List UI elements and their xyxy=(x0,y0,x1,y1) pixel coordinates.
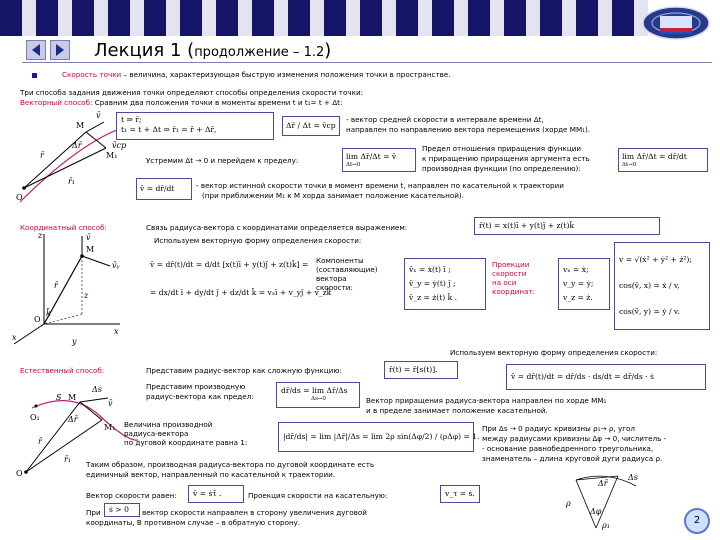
stripe-cell xyxy=(252,0,274,36)
magnitude-desc: Величина производной радиуса-вектора по дуговой координате равна 1: xyxy=(124,420,248,447)
derivative-definition-formula: lim Δr̄/Δt = dr̄/dt Δt→0 xyxy=(618,148,708,172)
svg-text:k̄: k̄ xyxy=(46,309,51,318)
stripe-cell xyxy=(562,0,576,36)
stripe-cell xyxy=(504,0,526,36)
limit-intro-text: Устремим Δt → 0 и перейдем к пределу: xyxy=(146,156,299,165)
avg-velocity-desc-1: - вектор средней скорости в интервале времени Δt, xyxy=(346,115,544,124)
stripe-cell xyxy=(144,0,166,36)
stripe-cell xyxy=(72,0,94,36)
direction-desc-2: и в пределе занимает положение касательной. xyxy=(366,406,548,415)
svg-text:O: O xyxy=(16,193,23,202)
svg-text:x: x xyxy=(12,333,17,342)
stripe-cell xyxy=(432,0,454,36)
limit-desc-1: Предел отношения приращения функции xyxy=(422,144,582,153)
natural-velocity-formula: v̄ = dr̄(t)/dt = dr̄/ds · ds/dt = dr̄/ds · ṡ xyxy=(506,364,706,390)
stripe-cell xyxy=(454,0,468,36)
velocity-vector xyxy=(86,122,104,132)
bullet-icon xyxy=(32,73,37,78)
stripe-cell xyxy=(324,0,346,36)
stripe-cell xyxy=(0,0,22,36)
stripe-cell xyxy=(526,0,540,36)
curvature-diagram xyxy=(556,466,646,536)
stripe-cell xyxy=(238,0,252,36)
svg-text:r̄: r̄ xyxy=(38,437,42,446)
svg-text:ρ: ρ xyxy=(566,499,571,508)
stripe-cell xyxy=(22,0,36,36)
svg-text:v̄: v̄ xyxy=(96,111,101,120)
page-title: Лекция 1 (продолжение – 1.2) xyxy=(94,40,332,61)
projection-tangent-formula: v_τ = ṡ. xyxy=(440,485,480,503)
next-slide-button[interactable] xyxy=(50,40,70,60)
curvature-desc-3: - основание равнобедренного треугольника, xyxy=(482,444,654,453)
stripe-cell xyxy=(396,0,418,36)
svg-text:r̄: r̄ xyxy=(54,281,58,290)
condition-desc-2: координаты, В противном случае – в обратную сторону. xyxy=(86,518,301,527)
svg-text:v̄ср: v̄ср xyxy=(112,141,127,150)
curvature-desc-4: знаменатель – длина круговой дуги радиуса ρ. xyxy=(482,454,663,463)
svg-text:r̄₁: r̄₁ xyxy=(68,177,76,186)
svg-text:z: z xyxy=(38,231,43,240)
stripe-cell xyxy=(540,0,562,36)
stripe-cell xyxy=(598,0,612,36)
velocity-tangent-formula: v̄ = ṡτ̄ . xyxy=(188,485,244,503)
stripe-cell xyxy=(58,0,72,36)
svg-text:Δs: Δs xyxy=(92,385,102,394)
vector-way-label: Векторный способ: xyxy=(20,98,93,107)
svg-text:y: y xyxy=(72,337,77,346)
svg-text:v̄: v̄ xyxy=(86,233,91,242)
avg-velocity-desc-2: направлен по направлению вектора перемещения (хорде MM₁). xyxy=(346,125,591,134)
stripe-cell xyxy=(418,0,432,36)
svg-text:v̄ᵧ: v̄ᵧ xyxy=(112,261,120,270)
true-velocity-desc-1: - вектор истинной скорости точки в момент времени t, направлен по касательной к траектории xyxy=(196,181,564,190)
stripe-cell xyxy=(94,0,108,36)
svg-text:Δs: Δs xyxy=(628,473,638,482)
three-ways-text: Три способа задания движения точки определяют способы определения скорости точки: xyxy=(20,88,364,97)
stripe-cell xyxy=(490,0,504,36)
prev-slide-button[interactable] xyxy=(26,40,46,60)
average-velocity-formula: Δr̄ / Δt = v̄ср xyxy=(282,116,340,136)
true-velocity-formula: v̄ = dr̄/dt xyxy=(136,178,192,200)
svg-text:S: S xyxy=(56,393,62,402)
stripe-cell xyxy=(108,0,130,36)
deriv-intro-2: радиус-вектора как предел: xyxy=(146,392,254,401)
natural-use-def-text: Используем векторную форму определения скорости: xyxy=(450,348,658,357)
stripe-cell xyxy=(202,0,216,36)
unit-magnitude-formula: |dr̄/ds| = lim |Δr̄|/Δs = lim 2ρ sin(Δφ/2) / (ρΔφ) = 1. xyxy=(278,422,474,452)
svg-text:x: x xyxy=(114,327,119,336)
stripe-cell xyxy=(180,0,202,36)
curvature-desc-1: При Δs → 0 радиус кривизны ρ₁→ ρ, угол xyxy=(482,424,635,433)
coord-velocity-line1: v̄ = dr̄(t)/dt = d/dt [x(t)ī + y(t)j̄ + z(t)k̄] = xyxy=(150,260,309,269)
svg-text:M: M xyxy=(86,245,95,254)
direction-desc-1: Вектор приращения радиуса-вектора направлен по хорде MM₁ xyxy=(366,396,607,405)
definition-line xyxy=(62,70,451,79)
svg-text:Δr̄: Δr̄ xyxy=(68,415,78,424)
svg-text:v̄: v̄ xyxy=(108,399,113,408)
condition-formula: ṡ > 0 xyxy=(104,503,140,517)
title-underline xyxy=(22,62,712,63)
university-logo-icon xyxy=(640,2,712,42)
stripe-cell xyxy=(360,0,382,36)
limit-desc-3: производная функции (по определению): xyxy=(422,164,581,173)
delta-r-vector xyxy=(86,132,106,148)
deriv-intro-1: Представим производную xyxy=(146,382,246,391)
coord-relation-text: Связь радиуса-вектора с координатами определяется выражением: xyxy=(146,223,408,232)
svg-text:M: M xyxy=(68,393,77,402)
stripe-cell xyxy=(36,0,58,36)
limit-desc-2: к приращению приращения аргумента есть xyxy=(422,154,590,163)
stripe-cell xyxy=(576,0,598,36)
definition-term: Скорость точки xyxy=(62,70,122,79)
top-stripe-band xyxy=(0,0,720,36)
stripe-cell xyxy=(288,0,310,36)
radius-vector-coords-formula: r̄(t) = x(t)ī + y(t)j̄ + z(t)k̄ xyxy=(474,217,660,235)
stripe-cell xyxy=(166,0,180,36)
svg-text:M₁: M₁ xyxy=(104,423,116,432)
radius-vector-r1 xyxy=(24,148,106,188)
svg-text:r̄: r̄ xyxy=(40,151,44,160)
stripe-cell xyxy=(346,0,360,36)
svg-text:r̄₁: r̄₁ xyxy=(64,455,72,464)
velocity-projections-formula: vₓ = ẋ; v_y = ẏ; v_z = ż. xyxy=(558,258,610,310)
svg-text:ρ₁: ρ₁ xyxy=(602,521,610,530)
components-label: Компоненты (составляющие) вектора скорости: xyxy=(316,256,378,292)
true-velocity-desc-2: (при приближении M₁ к M хорда занимает положение касательной). xyxy=(202,191,465,200)
coord-way-label: Координатный способ: xyxy=(20,223,107,232)
stripe-cell xyxy=(612,0,634,36)
stripe-cell xyxy=(274,0,288,36)
definition-text: – величина, характеризующая быструю изменения положения точки в пространстве. xyxy=(121,70,451,79)
page-number-badge: 2 xyxy=(684,508,710,534)
stripe-cell xyxy=(468,0,490,36)
condition-line-1: При xyxy=(86,508,101,517)
composite-radius-formula: r̄(t) = r̄[s(t)]. xyxy=(384,361,458,379)
stripe-cell xyxy=(216,0,238,36)
projection-tangent-text: Проекция скорости на касательную: xyxy=(248,491,388,500)
coord-velocity-line2: = dx/dt ī + dy/dt j̄ + dz/dt k̄ = vₓī + v_yj̄ + v_zk̄ xyxy=(150,288,332,297)
velocity-magnitude-formula: v = √(ẋ² + ẏ² + ż²); cos(v̄, x) = ẋ / v, cos(v̄, y) = ẏ / v. xyxy=(614,242,710,330)
velocity-equal-text: Вектор скорости равен: xyxy=(86,491,177,500)
svg-text:Δr̄: Δr̄ xyxy=(598,479,608,488)
condition-desc-1: вектор скорости направлен в сторону увеличения дуговой xyxy=(142,508,367,517)
natural-intro-text: Представим радиус-вектор как сложную функцию: xyxy=(146,366,342,375)
svg-text:Δr̄: Δr̄ xyxy=(72,141,82,150)
vector-way-text: Сравним два положения точки в моменты времени t и t₁= t + Δt: xyxy=(92,98,343,107)
limit-formula: lim Δr̄/Δt = v̄ Δt→0 xyxy=(342,148,416,172)
stripe-cell xyxy=(310,0,324,36)
svg-text:O₁: O₁ xyxy=(30,413,40,422)
svg-text:M₁: M₁ xyxy=(106,151,118,160)
velocity-components-formula: v̄ₓ = ẋ(t) ī ; v̄_y = ẏ(t) j̄ ; v̄_z = ż(t) k̄ . xyxy=(404,258,486,310)
svg-text:M: M xyxy=(76,121,85,130)
time-positions-formula: t ⇒ r̄; t₁ = t + Δt ⇒ r̄₁ = r̄ + Δr̄, xyxy=(116,112,274,140)
stripe-cell xyxy=(130,0,144,36)
stripe-cell xyxy=(382,0,396,36)
unit-vector-desc-1: Таким образом, производная радиуса-вектора по дуговой координате есть xyxy=(86,460,375,469)
svg-text:O: O xyxy=(34,315,41,324)
coordinate-method-diagram xyxy=(10,228,140,348)
vector-way-line xyxy=(20,98,342,107)
projections-label: Проекции скорости на оси координат: xyxy=(492,260,536,296)
natural-way-label: Естественный способ: xyxy=(20,366,105,375)
coord-use-def-text: Используем векторную форму определения скорости: xyxy=(154,236,362,245)
svg-text:Δφ: Δφ xyxy=(590,507,602,516)
deriv-limit-formula: dr̄/ds = lim Δr̄/Δs Δs→0 xyxy=(276,382,360,408)
unit-vector-desc-2: единичный вектор, направленный по касательной к траектории. xyxy=(86,470,336,479)
svg-text:z: z xyxy=(84,291,89,300)
svg-text:O: O xyxy=(16,469,23,478)
curvature-desc-2: между радиусами кривизны Δφ → 0, числитель - xyxy=(482,434,667,443)
